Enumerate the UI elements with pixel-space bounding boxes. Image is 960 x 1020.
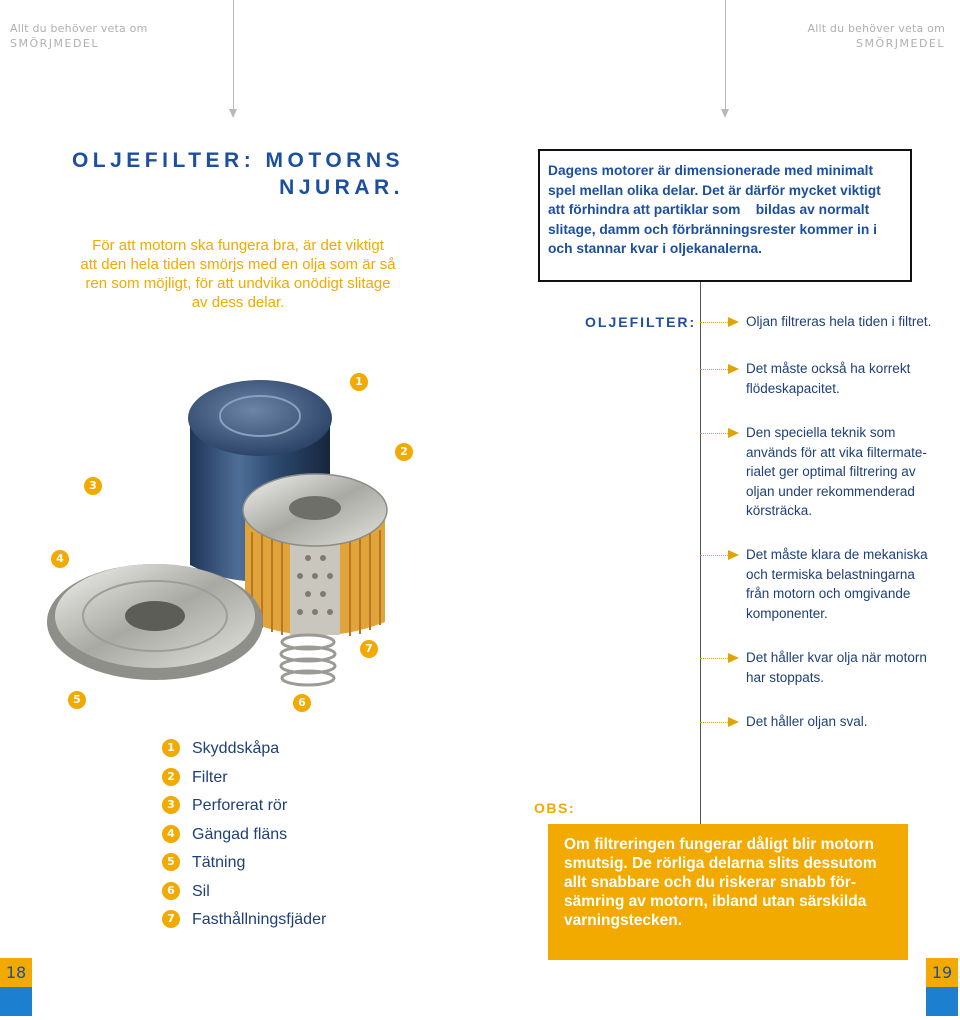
running-header-left-line1: Allt du behöver veta om — [10, 22, 148, 35]
running-header-left-line2: SMÖRJMEDEL — [10, 37, 100, 50]
function-line: Det håller kvar olja när motorn — [746, 650, 927, 665]
function-line: Det måste klara de mekaniska — [746, 547, 928, 562]
legend-item — [162, 853, 422, 882]
title-line-2: NJURAR. — [279, 176, 404, 199]
legend-label: Fasthållningsfjäder — [192, 911, 327, 928]
function-line: rialet ger optimal filtrering av — [746, 464, 916, 479]
running-header-right-line2: SMÖRJMEDEL — [855, 37, 945, 50]
function-line: används för att vika filtermate- — [746, 444, 927, 460]
dotted-leader — [700, 322, 728, 323]
function-line: har stoppats. — [746, 669, 825, 685]
legend-label: Tätning — [192, 854, 246, 871]
intro-line: För att motorn ska fungera bra, är det viktigt — [92, 237, 384, 254]
arrow-icon — [728, 717, 739, 727]
function-text — [746, 545, 956, 623]
obs-line: Om filtreringen fungerar dåligt blir motorn — [564, 836, 875, 853]
callout-3: 3 — [84, 477, 102, 495]
function-line: Oljan filtreras hela tiden i filtret. — [746, 314, 932, 329]
obs-line: varningstecken. — [564, 912, 683, 929]
guide-line-left — [233, 0, 234, 112]
legend-number: 1 — [162, 739, 180, 757]
dotted-leader — [700, 555, 728, 556]
function-text — [746, 712, 956, 732]
running-header-right-line1: Allt du behöver veta om — [807, 22, 945, 35]
page-title — [4, 147, 404, 201]
legend-item — [162, 882, 422, 911]
info-line: att förhindra att partiklar som bildas av normalt — [548, 202, 870, 217]
page-number-right — [926, 958, 958, 1016]
callout-6: 6 — [293, 694, 311, 712]
title-line-1: OLJEFILTER: MOTORNS — [71, 149, 404, 172]
info-line: slitage, damm och förbränningsrester kommer in i — [548, 221, 877, 237]
intro-line: att den hela tiden smörjs med en olja som är så — [80, 256, 396, 273]
legend-item — [162, 825, 422, 854]
obs-line: allt snabbare och du riskerar snabb för- — [564, 874, 856, 891]
dotted-leader — [700, 369, 728, 370]
guide-arrow-icon — [721, 109, 729, 118]
obs-heading: OBS: — [534, 800, 575, 816]
arrow-icon — [728, 653, 739, 663]
legend-item — [162, 768, 422, 797]
legend-item — [162, 910, 422, 939]
info-line: Dagens motorer är dimensionerade med minimalt — [548, 163, 874, 178]
callout-5: 5 — [68, 691, 86, 709]
function-line: flödeskapacitet. — [746, 380, 840, 396]
legend-item — [162, 796, 422, 825]
dotted-leader — [700, 722, 728, 723]
legend-item — [162, 739, 422, 768]
function-line: komponenter. — [746, 605, 828, 621]
function-line: från motorn och omgivande — [746, 586, 911, 601]
page-tab-right — [926, 987, 958, 1016]
legend-label: Gängad fläns — [192, 825, 288, 843]
intro-line: ren som möjligt, för att undvika onödigt slitage — [85, 275, 391, 292]
intro-paragraph — [28, 236, 448, 312]
legend-number: 7 — [162, 910, 180, 928]
arrow-icon — [728, 428, 739, 438]
legend-number: 2 — [162, 768, 180, 786]
callout-2: 2 — [395, 443, 413, 461]
info-line: och stannar kvar i oljekanalerna. — [548, 241, 762, 256]
function-line: och termiska belastningarna — [746, 566, 915, 582]
obs-line: sämring av motorn, ibland utan särskilda — [564, 893, 867, 910]
function-text — [746, 648, 956, 687]
legend-label: Sil — [192, 882, 210, 900]
function-line: körsträcka. — [746, 503, 813, 518]
info-line: spel mellan olika delar. Det är därför mycket viktigt — [548, 182, 881, 198]
legend-number: 5 — [162, 853, 180, 871]
page-number-left-value: 18 — [0, 958, 32, 987]
callout-4: 4 — [51, 550, 69, 568]
legend-label: Filter — [192, 768, 228, 786]
callout-7: 7 — [360, 640, 378, 658]
function-line: Det håller oljan sval. — [746, 714, 868, 729]
obs-box — [548, 824, 908, 960]
legend-number: 3 — [162, 796, 180, 814]
threaded-flange — [47, 564, 263, 680]
dotted-leader — [700, 658, 728, 659]
parts-legend — [162, 739, 422, 939]
guide-line-right — [725, 0, 726, 112]
running-header-left — [10, 21, 148, 51]
callout-1: 1 — [350, 373, 368, 391]
arrow-icon — [728, 364, 739, 374]
guide-arrow-icon — [229, 109, 237, 118]
function-text — [746, 423, 956, 521]
function-line: Det måste också ha korrekt — [746, 361, 911, 376]
running-header-right — [807, 21, 945, 51]
arrow-icon — [728, 317, 739, 327]
functions-heading: OLJEFILTER: — [585, 314, 697, 330]
legend-label: Perforerat rör — [192, 797, 288, 814]
page-tab-left — [0, 987, 32, 1016]
intro-line: av dess delar. — [191, 294, 285, 311]
function-line: Den speciella teknik som — [746, 425, 896, 440]
info-box — [538, 149, 912, 282]
function-text — [746, 312, 956, 332]
retaining-spring — [281, 635, 335, 685]
obs-line: smutsig. De rörliga delarna slits dessutom — [564, 855, 877, 872]
oil-filter-illustration — [40, 360, 440, 720]
legend-number: 4 — [162, 825, 180, 843]
page-number-left — [0, 958, 32, 1016]
legend-number: 6 — [162, 882, 180, 900]
function-line: oljan under rekommenderad — [746, 483, 915, 499]
filter-element — [243, 474, 387, 636]
page-number-right-value: 19 — [926, 958, 958, 987]
function-text — [746, 359, 956, 398]
legend-label: Skyddskåpa — [192, 740, 280, 757]
arrow-icon — [728, 550, 739, 560]
dotted-leader — [700, 433, 728, 434]
